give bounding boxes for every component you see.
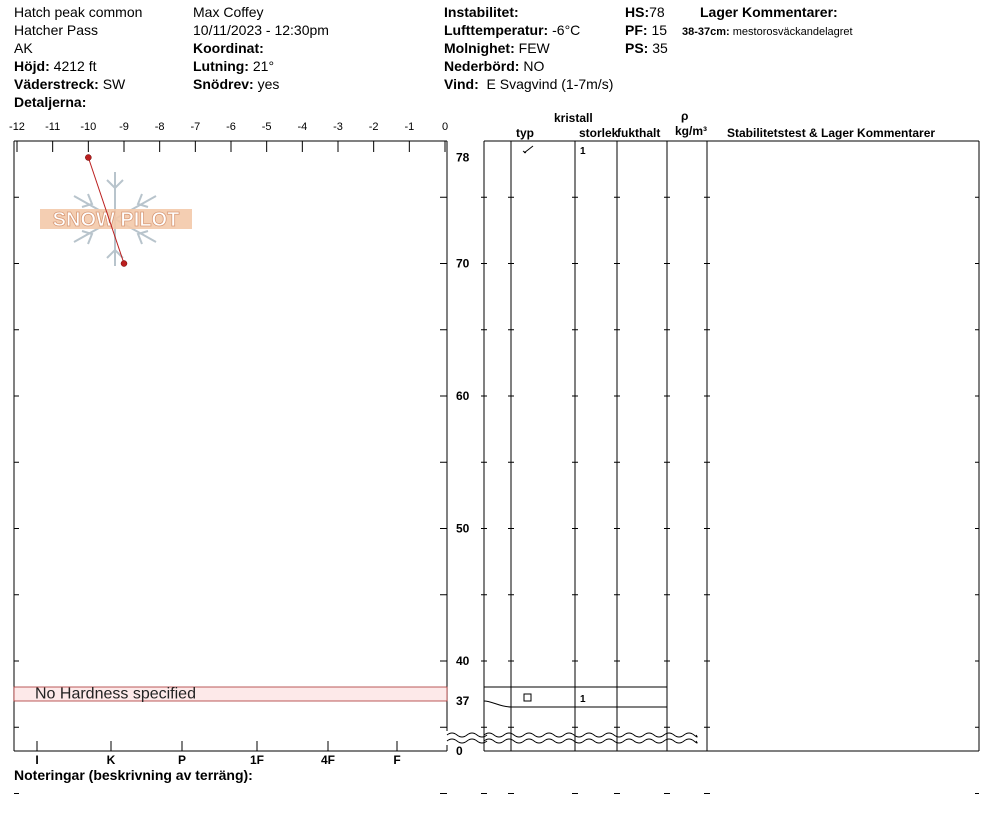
snowpilot-logo — [40, 172, 192, 266]
sky-label: Molnighet: — [444, 40, 515, 56]
aspect-label: Väderstreck: — [14, 76, 99, 92]
hs-label: HS: — [625, 4, 650, 20]
col-kristall: kristall — [554, 111, 593, 125]
region-name: Hatcher Pass — [14, 22, 99, 38]
notes-label: Noteringar (beskrivning av terräng): — [14, 767, 253, 783]
depth-tick-label: 50 — [456, 521, 470, 536]
temp-tick-label: -9 — [119, 121, 129, 133]
depth-axis — [456, 151, 470, 759]
table-ticks — [481, 197, 979, 840]
col-typ: typ — [516, 126, 534, 140]
hardness-axis — [35, 741, 400, 767]
drift-label: Snödrev: — [193, 76, 254, 92]
logo-text: SNOW PILOT — [52, 209, 180, 231]
temperature-point — [121, 261, 127, 267]
no-hardness-text: No Hardness specified — [35, 685, 196, 703]
pf-label: PF: — [625, 22, 648, 38]
layer-1-size: 1 — [580, 146, 586, 157]
depth-tick-label: 78 — [456, 150, 470, 165]
ps-value: 35 — [652, 40, 668, 56]
hardness-tick-label: I — [35, 753, 39, 767]
temp-tick-label: -7 — [190, 121, 201, 133]
depth-tick-label: 0 — [456, 744, 463, 758]
axis-break-marks — [447, 733, 697, 743]
temperature-point — [85, 155, 91, 161]
layer-2-size: 1 — [580, 694, 586, 705]
stability-label: Instabilitet: — [444, 4, 519, 20]
depth-tick-label: 60 — [456, 389, 470, 403]
slope-label: Lutning: — [193, 58, 249, 74]
depth-tick-label: 40 — [456, 654, 470, 668]
temp-tick-label: -10 — [80, 121, 97, 133]
left-chart-ticks — [14, 197, 447, 840]
ps-label: PS: — [625, 40, 649, 56]
temp-tick-label: -2 — [368, 121, 379, 133]
new-snow-crystal-icon — [523, 146, 533, 153]
precip-label: Nederbörd: — [444, 58, 520, 74]
temp-tick-label: -3 — [333, 121, 343, 133]
hs-value: 78 — [649, 4, 665, 20]
precip-value: NO — [523, 58, 545, 74]
hardness-tick-label: K — [106, 753, 116, 767]
wind-label: Vind: — [444, 76, 479, 92]
aspect-value: SW — [102, 76, 126, 92]
observation-datetime: 10/11/2023 - 12:30pm — [193, 22, 329, 38]
drift-value: yes — [257, 76, 280, 92]
faceted-crystal-icon — [524, 694, 531, 701]
col-rho: ρ — [681, 109, 689, 123]
temp-tick-label: -12 — [9, 121, 25, 133]
hardness-tick-label: 4F — [320, 753, 336, 767]
depth-tick-label: 70 — [456, 256, 470, 271]
temp-tick-label: -8 — [154, 121, 165, 133]
col-fukthalt: fukthalt — [617, 126, 661, 140]
temp-tick-label: 0 — [441, 121, 449, 133]
slope-value: 21° — [252, 58, 275, 74]
col-stability-comments: Stabilitetstest & Lager Kommentarer — [727, 126, 936, 140]
hardness-tick-label: P — [177, 753, 187, 767]
elevation-label: Höjd: — [14, 58, 50, 74]
depth-tick-label: 37 — [456, 693, 470, 708]
col-density-unit: kg/m³ — [675, 124, 708, 138]
temp-tick-label: -11 — [45, 121, 61, 133]
sky-value: FEW — [518, 40, 550, 56]
location-name: Hatch peak common — [14, 4, 143, 20]
layer-comment-text: mestorosväckandelagret — [732, 26, 853, 38]
temperature-axis — [9, 121, 448, 152]
temp-tick-label: -1 — [404, 121, 415, 133]
layer-comment-depth: 38-37cm: — [682, 26, 730, 38]
layer-connector — [484, 701, 511, 707]
observer-name: Max Coffey — [193, 4, 264, 20]
state-name: AK — [14, 40, 33, 56]
airtemp-value: -6°C — [552, 22, 581, 38]
layer-comments-title: Lager Kommentarer: — [700, 4, 838, 20]
pf-value: 15 — [651, 22, 668, 38]
airtemp-label: Lufttemperatur: — [444, 22, 549, 38]
hardness-tick-label: F — [393, 753, 401, 767]
temp-tick-label: -5 — [261, 121, 272, 133]
temp-tick-label: -6 — [226, 121, 236, 133]
temp-tick-label: -4 — [297, 121, 308, 133]
elevation-value: 4212 ft — [53, 58, 97, 74]
wind-value: E Svagvind (1-7m/s) — [486, 76, 614, 92]
coordinate-label: Koordinat: — [193, 40, 264, 56]
col-storlek: storlek — [579, 126, 619, 140]
hardness-tick-label: 1F — [249, 753, 265, 767]
details-label: Detaljerna: — [14, 94, 87, 110]
